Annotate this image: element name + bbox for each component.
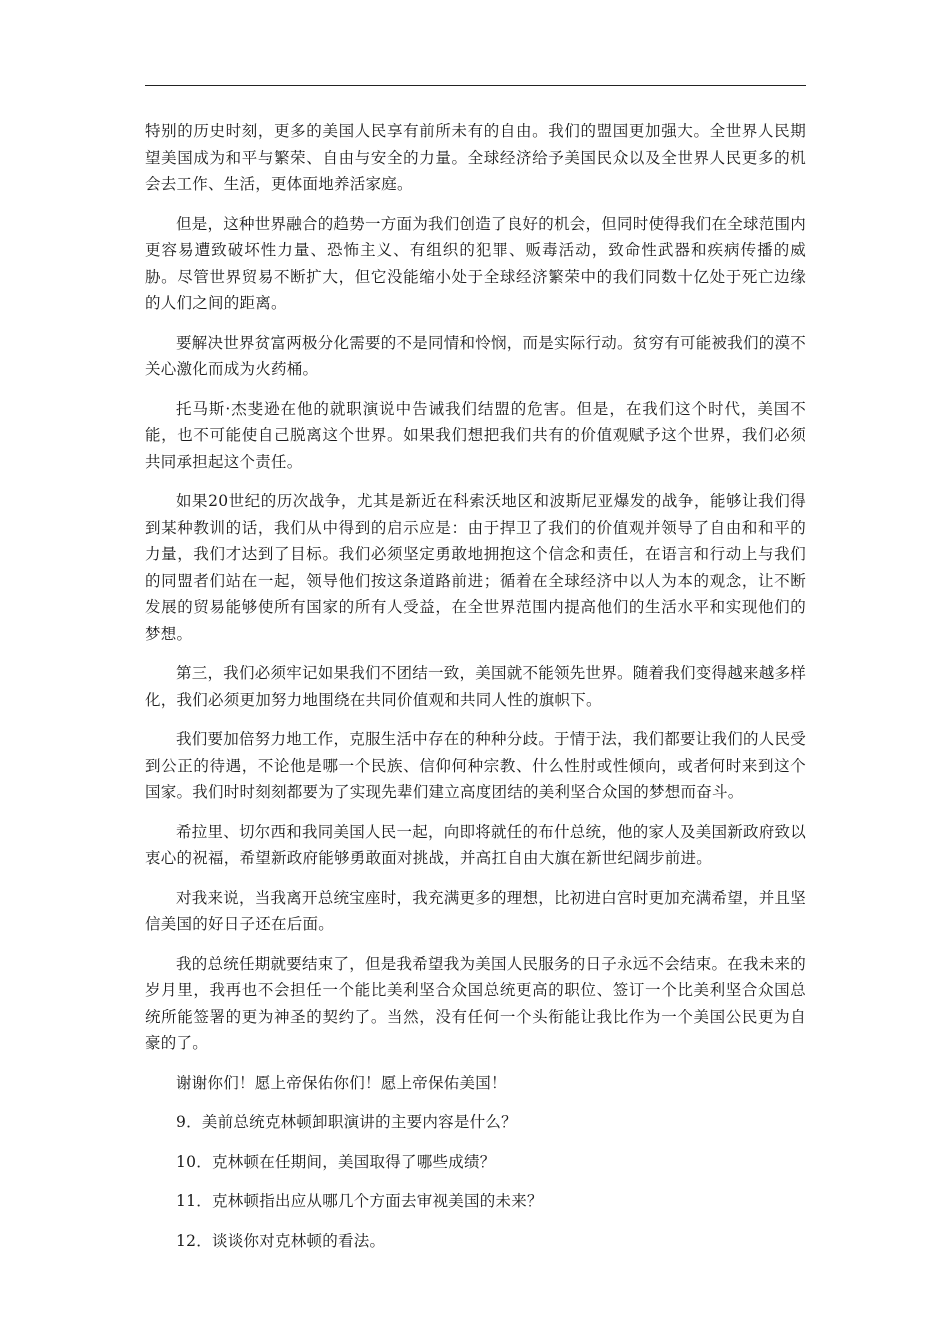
paragraph: 希拉里、切尔西和我同美国人民一起，向即将就任的布什总统，他的家人及美国新政府致以衷心的祝福，希望新政府能够勇敢面对挑战，并高扛自由大旗在新世纪阔步前进。	[145, 822, 807, 867]
header-rule	[145, 85, 806, 86]
paragraph: 对我来说，当我离开总统宝座时，我充满更多的理想，比初进白宫时更加充满希望，并且坚信美国的好日子还在后面。	[145, 888, 807, 933]
paragraph: 托马斯·杰斐逊在他的就职演说中告诫我们结盟的危害。但是，在我们这个时代，美国不能，也不可能使自己脱离这个世界。如果我们想把我们共有的价值观赋予这个世界，我们必须共同承担起这个责任。	[145, 399, 806, 471]
closing-line: 谢谢你们！愿上帝保佑你们！愿上帝保佑美国！	[176, 1073, 507, 1092]
question-item: 10．克林顿在任期间，美国取得了哪些成绩？	[176, 1152, 496, 1171]
paragraph: 如果20世纪的历次战争，尤其是新近在科索沃地区和波斯尼亚爆发的战争，能够让我们得到某种教训的话，我们从中得到的启示应是：由于捍卫了我们的价值观并领导了自由和和平的力量，我们才达到了目标。我们必须坚定勇敢地拥抱这个信念和责任，在语言和行动上与我们的同盟者们站在一起，领导他们按这条道路前进；循着在全球经济中以人为本的观念，让不断发展的贸易能够使所有国家的所有人受益，在全世界范围内提高他们的生活水平和实现他们的梦想。	[145, 492, 806, 643]
question-item: 9．美前总统克林顿卸职演讲的主要内容是什么？	[176, 1113, 517, 1131]
paragraph: 特别的历史时刻，更多的美国人民享有前所未有的自由。我们的盟国更加强大。全世界人民期望美国成为和平与繁荣、自由与安全的力量。全球经济给予美国民众以及全世界人民更多的机会去工作、生活，更体面地养活家庭。	[145, 122, 806, 193]
paragraph: 我的总统任期就要结束了，但是我希望我为美国人民服务的日子永远不会结束。在我未来的岁月里，我再也不会担任一个能比美利坚合众国总统更高的职位、签订一个比美利坚合众国总统所能签署的更为神圣的契约了。当然，没有任何一个头衔能让我比作为一个美国公民更为自豪的了。	[145, 954, 807, 1052]
paragraph: 要解决世界贫富两极分化需要的不是同情和怜悯，而是实际行动。贫穷有可能被我们的漠不关心激化而成为火药桶。	[145, 333, 807, 378]
paragraph: 第三，我们必须牢记如果我们不团结一致，美国就不能领先世界。随着我们变得越来越多样化，我们必须更加努力地围绕在共同价值观和共同人性的旗帜下。	[145, 664, 807, 709]
document-body	[145, 118, 806, 1267]
paragraph: 但是，这种世界融合的趋势一方面为我们创造了良好的机会，但同时使得我们在全球范围内更容易遭致破坏性力量、恐怖主义、有组织的犯罪、贩毒活动，致命性武器和疾病传播的威胁。尽管世界贸易不断扩大，但它没能缩小处于全球经济繁荣中的我们同数十亿处于死亡边缘的人们之间的距离。	[145, 214, 807, 312]
question-item: 11．克林顿指出应从哪几个方面去审视美国的未来？	[176, 1192, 543, 1210]
question-item: 12．谈谈你对克林顿的看法。	[176, 1231, 386, 1250]
paragraph: 我们要加倍努力地工作，克服生活中存在的种种分歧。于情于法，我们都要让我们的人民受到公正的待遇，不论他是哪一个民族、信仰何种宗教、什么性肘或性倾向，或者何时来到这个国家。我们时时刻刻都要为了实现先辈们建立高度团结的美利坚合众国的梦想而奋斗。	[145, 730, 807, 801]
